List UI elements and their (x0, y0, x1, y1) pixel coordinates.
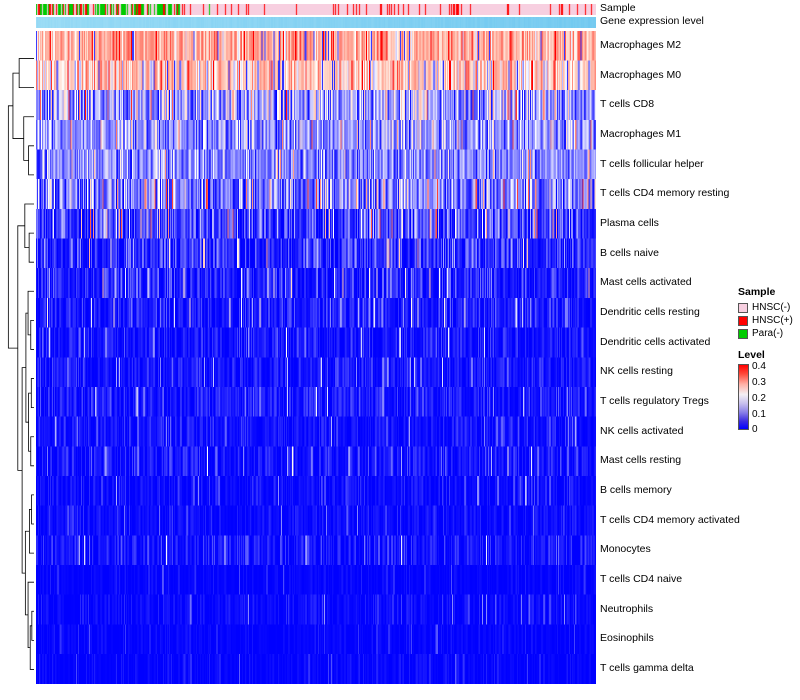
level-color-bar (738, 364, 749, 430)
row-label: Macrophages M0 (600, 68, 682, 81)
level-tick: 0 (752, 424, 758, 435)
sample-annotation-label: Sample (600, 2, 636, 14)
legend-item-label: HNSC(+) (752, 315, 793, 326)
legend-item (738, 314, 800, 327)
legend-item (738, 327, 800, 340)
row-label: Mast cells activated (600, 276, 692, 289)
row-label: NK cells activated (600, 424, 684, 437)
level-legend-title: Level (738, 349, 765, 361)
level-tick: 0.2 (752, 393, 766, 404)
row-label: Monocytes (600, 543, 651, 556)
color-swatch (738, 316, 748, 326)
row-label: T cells follicular helper (600, 157, 704, 170)
legend-item (738, 301, 800, 314)
sample-annotation-bar (36, 4, 596, 15)
row-label: Macrophages M2 (600, 38, 682, 51)
level-tick-labels (752, 361, 782, 435)
row-label: Macrophages M1 (600, 127, 682, 140)
gene-expression-annotation-bar (36, 17, 596, 28)
legend-item-label: Para(-) (752, 328, 784, 339)
level-tick: 0.4 (752, 361, 766, 372)
dendrogram-branches (8, 59, 34, 670)
row-dendrogram (6, 44, 34, 684)
row-label: T cells regulatory Tregs (600, 395, 709, 408)
row-label: B cells memory (600, 484, 672, 497)
level-tick: 0.3 (752, 377, 766, 388)
legend-item-label: HNSC(-) (752, 302, 791, 313)
heatmap-body (36, 31, 596, 684)
sample-legend-title: Sample (738, 286, 776, 298)
row-label: T cells CD8 (600, 98, 655, 111)
row-label: B cells naive (600, 246, 659, 259)
row-label: Mast cells resting (600, 454, 682, 467)
row-label: NK cells resting (600, 365, 673, 378)
sample-legend (738, 286, 800, 340)
legend-panel (738, 286, 800, 435)
level-tick: 0.1 (752, 409, 766, 420)
row-label: Dendritic cells activated (600, 335, 711, 348)
row-label: T cells CD4 memory resting (600, 187, 730, 200)
row-label: T cells CD4 memory activated (600, 513, 740, 526)
level-legend (738, 349, 800, 435)
row-label: Dendritic cells resting (600, 305, 700, 318)
row-label: T cells gamma delta (600, 662, 694, 675)
gene-expression-annotation-label: Gene expression level (600, 15, 704, 27)
row-label: T cells CD4 naive (600, 573, 683, 586)
row-label: Eosinophils (600, 632, 654, 645)
row-label: Neutrophils (600, 602, 654, 615)
color-swatch (738, 329, 748, 339)
row-label: Plasma cells (600, 216, 659, 229)
color-swatch (738, 303, 748, 313)
